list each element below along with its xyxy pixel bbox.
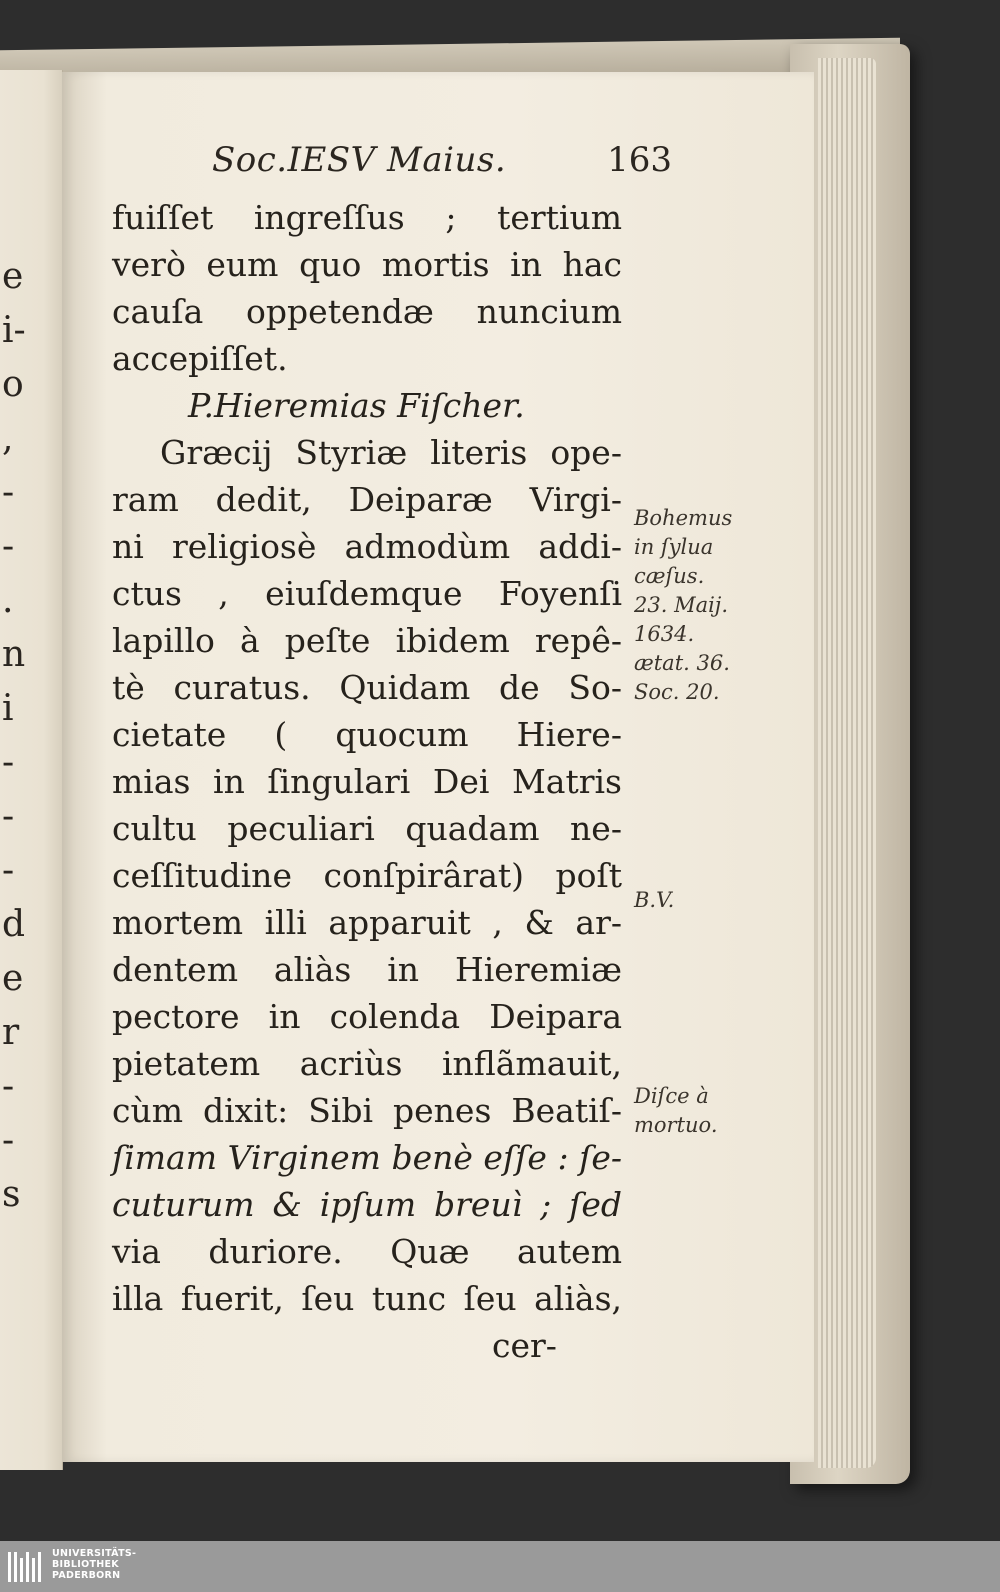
note-line: Soc. 20. xyxy=(634,680,720,704)
text-line: lapillo à peſte ibidem repê- xyxy=(112,621,622,660)
text-line: cuturum & ipſum breuì ; ſed xyxy=(112,1185,622,1224)
facing-page-fragment: - xyxy=(2,742,15,783)
facing-page-fragment: d xyxy=(2,904,26,945)
section-heading: P.Hieremias Fiſcher. xyxy=(188,386,525,425)
marginal-note-bv xyxy=(634,886,674,915)
note-line: Bohemus xyxy=(634,506,733,530)
facing-page-fragment: - xyxy=(2,1120,15,1161)
text-line: ſimam Virginem benè eſſe : ſe- xyxy=(112,1138,622,1177)
text-line: via duriore. Quæ autem xyxy=(112,1232,622,1271)
facing-page-fragment: - xyxy=(2,1066,15,1107)
facing-page-fragment: e xyxy=(2,958,24,999)
facing-page xyxy=(0,70,63,1470)
text-line: pietatem acriùs inflãmauit, xyxy=(112,1044,622,1083)
text-line: ram dedit, Deiparæ Virgi- xyxy=(112,480,622,519)
running-head xyxy=(212,140,672,186)
running-head-title: Soc.IESV Maius. xyxy=(212,140,507,180)
note-line: cæſus. xyxy=(634,564,705,588)
note-line: 1634. xyxy=(634,622,695,646)
text-line: ctus , eiuſdemque Foyenſi xyxy=(112,574,622,613)
facing-page-fragment: s xyxy=(2,1174,21,1215)
main-page xyxy=(62,72,814,1462)
library-name-line: BIBLIOTHEK xyxy=(52,1559,119,1570)
facing-page-fragment: , xyxy=(2,418,14,459)
facing-page-fragment: r xyxy=(2,1012,20,1053)
text-line: cultu peculiari quadam ne- xyxy=(112,809,622,848)
text-line: cauſa oppetendæ nuncium xyxy=(112,292,622,331)
facing-page-fragment: - xyxy=(2,472,15,513)
note-line: ætat. 36. xyxy=(634,651,730,675)
note-line: 23. Maij. xyxy=(634,593,728,617)
library-name xyxy=(52,1548,136,1581)
facing-page-fragment: o xyxy=(2,364,24,405)
catchword: cer- xyxy=(492,1326,557,1365)
page-number: 163 xyxy=(607,140,672,180)
text-line: verò eum quo mortis in hac xyxy=(112,245,622,284)
facing-page-fragment: i- xyxy=(2,310,26,351)
text-line: cietate ( quocum Hiere- xyxy=(112,715,622,754)
note-line: mortuo. xyxy=(634,1113,718,1137)
marginal-note-disce xyxy=(634,1082,718,1140)
text-line: cùm dixit: Sibi penes Beatiſ- xyxy=(112,1091,622,1130)
library-logo-icon xyxy=(8,1550,46,1584)
library-name-line: UNIVERSITÄTS- xyxy=(52,1548,137,1559)
text-line: dentem aliàs in Hieremiæ xyxy=(112,950,622,989)
text-line: mortem illi apparuit , & ar- xyxy=(112,903,622,942)
text-line: mias in ſingulari Dei Matris xyxy=(112,762,622,801)
facing-page-fragment: i xyxy=(2,688,14,729)
text-line: illa fuerit, ſeu tunc ſeu aliàs, xyxy=(112,1279,622,1318)
facing-page-fragment: e xyxy=(2,256,24,297)
footer-bar xyxy=(0,1541,1000,1592)
text-line: fuiſſet ingreſſus ; tertium xyxy=(112,198,622,237)
body-text xyxy=(112,194,622,1322)
text-line: accepiſſet. xyxy=(112,339,288,378)
library-name-line: PADERBORN xyxy=(52,1570,121,1581)
page-fore-edge xyxy=(818,58,876,1468)
text-line: ceſſitudine conſpirârat) poſt xyxy=(112,856,622,895)
note-line: B.V. xyxy=(634,888,675,912)
facing-page-fragment: - xyxy=(2,850,15,891)
facing-page-fragment: . xyxy=(2,580,14,621)
text-line: Græcij Styriæ literis ope- xyxy=(160,433,622,472)
note-line: Diſce à xyxy=(634,1084,709,1108)
marginal-note-death xyxy=(634,504,732,707)
facing-page-text-fragments xyxy=(0,250,30,1222)
facing-page-fragment: - xyxy=(2,526,15,567)
text-line: tè curatus. Quidam de So- xyxy=(112,668,622,707)
note-line: in ſylua xyxy=(634,535,714,559)
facing-page-fragment: - xyxy=(2,796,15,837)
text-line: ni religiosè admodùm addi- xyxy=(112,527,622,566)
text-line: pectore in colenda Deipara xyxy=(112,997,622,1036)
facing-page-fragment: n xyxy=(2,634,26,675)
